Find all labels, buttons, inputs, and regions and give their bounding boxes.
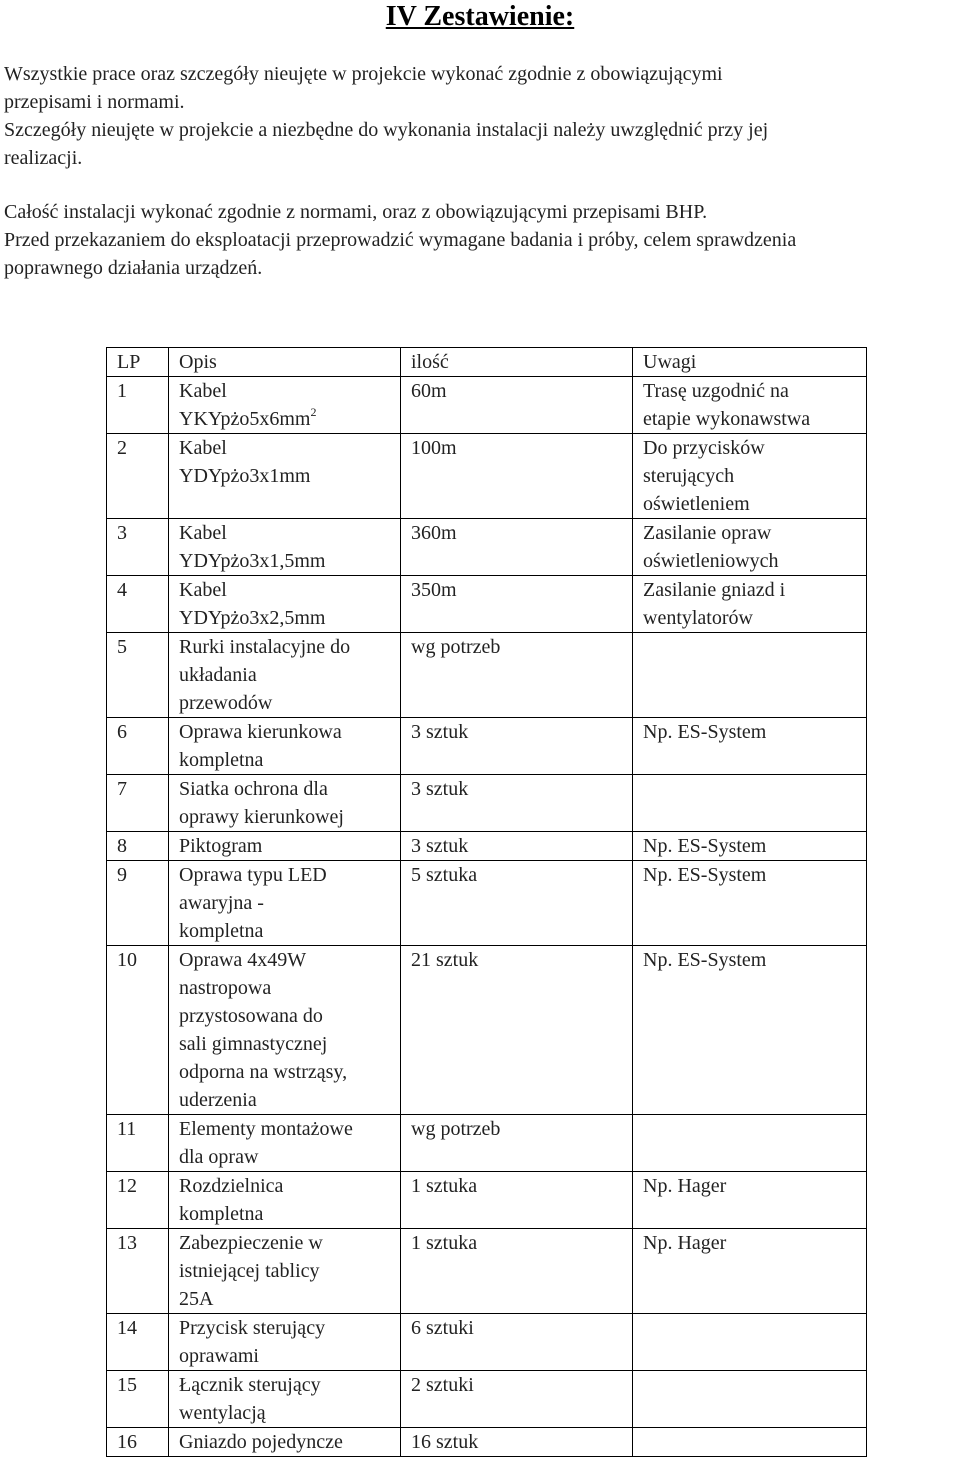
cell-opis (169, 1115, 401, 1172)
cell-opis-line: YDYpżo3x1,5mm (179, 550, 326, 572)
cell-opis-line: Rurki instalacyjne do (179, 636, 351, 658)
cell-opis-line: Oprawa typu LED (179, 864, 327, 886)
cell-uwagi-line: Np. ES-System (643, 864, 767, 886)
superscript: 2 (310, 405, 317, 419)
cell-opis-line: kompletna (179, 749, 264, 771)
table-row (107, 1172, 867, 1229)
cell-lp-line: 14 (117, 1317, 137, 1339)
cell-ilosc-line: 5 sztuka (411, 864, 478, 886)
cell-ilosc (401, 775, 633, 832)
cell-ilosc (401, 633, 633, 718)
cell-opis-line: przystosowana do (179, 1005, 323, 1027)
cell-ilosc-line: wg potrzeb (411, 1118, 501, 1140)
cell-lp-line: 16 (117, 1431, 137, 1453)
cell-opis-line: przewodów (179, 692, 273, 714)
cell-opis-line: wentylacją (179, 1402, 266, 1424)
cell-opis-line: Kabel (179, 522, 227, 544)
cell-ilosc-line: 350m (411, 579, 457, 601)
header-lp-line: LP (117, 351, 141, 373)
table-row (107, 633, 867, 718)
cell-opis-line: Siatka ochrona dla (179, 778, 328, 800)
cell-uwagi (633, 377, 867, 434)
cell-uwagi (633, 1172, 867, 1229)
paragraph-2: Całość instalacji wykonać zgodnie z normami, oraz z obowiązującymi przepisami BHP. Przed przekazaniem do eksploatacji przeprowadzić wymagane badania i próby, celem sprawdzenia poprawnego działania urządzeń. (4, 201, 797, 279)
header-opis (169, 348, 401, 377)
cell-opis (169, 775, 401, 832)
cell-uwagi-line: Zasilanie gniazd i (643, 579, 786, 601)
cell-opis (169, 832, 401, 861)
header-ilosc-line: ilość (411, 351, 449, 373)
cell-ilosc (401, 576, 633, 633)
cell-opis (169, 1371, 401, 1428)
cell-opis-line: sali gimnastycznej (179, 1033, 328, 1055)
cell-opis (169, 1314, 401, 1371)
cell-lp-line: 4 (117, 579, 127, 601)
cell-ilosc-line: 1 sztuka (411, 1175, 478, 1197)
cell-lp-line: 13 (117, 1232, 137, 1254)
section-heading: IV Zestawienie: (385, 1, 575, 32)
cell-lp-line: 11 (117, 1118, 137, 1140)
cell-lp (107, 1428, 169, 1457)
cell-lp (107, 519, 169, 576)
paragraph-1: Wszystkie prace oraz szczegóły nieujęte w projekcie wykonać zgodnie z obowiązującymi przepisami i normami. Szczegóły nieujęte w projekcie a niezbędne do wykonania instalacji należy uwzględnić przy jej realizacji. (4, 63, 769, 169)
cell-opis-line: nastropowa (179, 977, 272, 999)
cell-uwagi-line: Np. Hager (643, 1232, 727, 1254)
cell-opis-line: Kabel (179, 579, 227, 601)
header-lp (107, 348, 169, 377)
cell-lp (107, 434, 169, 519)
cell-lp-line: 5 (117, 636, 127, 658)
cell-ilosc-line: 60m (411, 380, 447, 402)
cell-uwagi-line: oświetleniowych (643, 550, 779, 572)
cell-opis-line: istniejącej tablicy (179, 1260, 320, 1282)
cell-uwagi-line: wentylatorów (643, 607, 753, 629)
table-row (107, 861, 867, 946)
cell-ilosc (401, 946, 633, 1115)
cell-lp-line: 6 (117, 721, 127, 743)
cell-ilosc-line: 3 sztuk (411, 835, 469, 857)
cell-opis-line: Kabel (179, 380, 227, 402)
cell-uwagi (633, 718, 867, 775)
cell-opis-line: uderzenia (179, 1089, 257, 1111)
cell-lp (107, 946, 169, 1115)
cell-uwagi-line: Np. ES-System (643, 949, 767, 971)
cell-ilosc (401, 1229, 633, 1314)
cell-lp-line: 2 (117, 437, 127, 459)
cell-opis-line: YDYpżo3x2,5mm (179, 607, 326, 629)
cell-lp (107, 861, 169, 946)
cell-ilosc-line: 360m (411, 522, 457, 544)
cell-opis (169, 519, 401, 576)
table-row (107, 576, 867, 633)
table-row (107, 1428, 867, 1457)
cell-lp-line: 15 (117, 1374, 137, 1396)
header-uwagi-line: Uwagi (643, 351, 697, 373)
cell-lp (107, 1115, 169, 1172)
cell-opis-line: Kabel (179, 437, 227, 459)
table-row (107, 832, 867, 861)
table-row (107, 1371, 867, 1428)
cell-uwagi (633, 832, 867, 861)
cell-ilosc-line: wg potrzeb (411, 636, 501, 658)
cell-lp-line: 7 (117, 778, 127, 800)
cell-opis-line: Oprawa kierunkowa (179, 721, 342, 743)
cell-opis (169, 861, 401, 946)
cell-opis-line: oprawami (179, 1345, 259, 1367)
cell-uwagi-line: Np. ES-System (643, 721, 767, 743)
cell-uwagi (633, 434, 867, 519)
cell-lp (107, 1229, 169, 1314)
cell-lp (107, 1371, 169, 1428)
cell-ilosc (401, 861, 633, 946)
cell-lp (107, 1314, 169, 1371)
table-row (107, 946, 867, 1115)
header-ilosc (401, 348, 633, 377)
cell-uwagi (633, 1428, 867, 1457)
cell-ilosc-line: 6 sztuki (411, 1317, 474, 1339)
cell-ilosc (401, 1314, 633, 1371)
cell-ilosc (401, 718, 633, 775)
cell-lp (107, 576, 169, 633)
cell-opis-line: 25A (179, 1288, 214, 1310)
cell-opis-line: układania (179, 664, 257, 686)
table-row (107, 377, 867, 434)
cell-opis-line: YKYpżo5x6mm (179, 408, 311, 430)
cell-uwagi (633, 633, 867, 718)
cell-opis-line: Elementy montażowe (179, 1118, 353, 1140)
cell-lp (107, 775, 169, 832)
cell-uwagi (633, 946, 867, 1115)
table-row (107, 1314, 867, 1371)
header-uwagi (633, 348, 867, 377)
cell-opis-line: Rozdzielnica (179, 1175, 284, 1197)
cell-lp (107, 377, 169, 434)
cell-lp-line: 9 (117, 864, 127, 886)
cell-uwagi-line: sterujących (643, 465, 735, 487)
table-row (107, 519, 867, 576)
table-row (107, 775, 867, 832)
cell-uwagi (633, 1115, 867, 1172)
table-row (107, 718, 867, 775)
cell-opis (169, 434, 401, 519)
cell-opis-line: awaryjna - (179, 892, 264, 914)
cell-ilosc-line: 16 sztuk (411, 1431, 479, 1453)
cell-uwagi-line: Np. ES-System (643, 835, 767, 857)
cell-lp (107, 633, 169, 718)
table-row (107, 1229, 867, 1314)
cell-ilosc-line: 3 sztuk (411, 721, 469, 743)
cell-ilosc (401, 832, 633, 861)
cell-uwagi-line: Np. Hager (643, 1175, 727, 1197)
materials-table (106, 347, 867, 1457)
cell-ilosc-line: 2 sztuki (411, 1374, 474, 1396)
cell-uwagi (633, 861, 867, 946)
cell-lp-line: 3 (117, 522, 127, 544)
cell-opis-line: kompletna (179, 920, 264, 942)
cell-opis-line: Łącznik sterujący (179, 1374, 321, 1396)
cell-uwagi (633, 1371, 867, 1428)
table-row (107, 1115, 867, 1172)
cell-opis (169, 946, 401, 1115)
cell-uwagi (633, 1314, 867, 1371)
cell-opis (169, 377, 401, 434)
cell-lp (107, 832, 169, 861)
cell-opis-line: odporna na wstrząsy, (179, 1061, 348, 1083)
cell-ilosc (401, 1172, 633, 1229)
cell-uwagi (633, 576, 867, 633)
cell-opis (169, 1172, 401, 1229)
cell-ilosc-line: 1 sztuka (411, 1232, 478, 1254)
header-opis-line: Opis (179, 351, 217, 373)
cell-opis-line: oprawy kierunkowej (179, 806, 344, 828)
cell-opis-line: Zabezpieczenie w (179, 1232, 323, 1254)
cell-uwagi (633, 1229, 867, 1314)
cell-ilosc-line: 21 sztuk (411, 949, 479, 971)
cell-opis-line: Przycisk sterujący (179, 1317, 326, 1339)
cell-opis (169, 1229, 401, 1314)
cell-lp (107, 1172, 169, 1229)
cell-uwagi (633, 519, 867, 576)
table-header-row (107, 348, 867, 377)
cell-opis (169, 1428, 401, 1457)
cell-lp-line: 10 (117, 949, 137, 971)
cell-ilosc (401, 377, 633, 434)
cell-opis-line: Piktogram (179, 835, 263, 857)
cell-ilosc (401, 1428, 633, 1457)
cell-opis (169, 633, 401, 718)
cell-uwagi-line: Trasę uzgodnić na (643, 380, 789, 402)
cell-opis (169, 576, 401, 633)
cell-lp-line: 8 (117, 835, 127, 857)
cell-ilosc (401, 519, 633, 576)
cell-lp-line: 1 (117, 380, 127, 402)
cell-ilosc (401, 1371, 633, 1428)
cell-ilosc-line: 100m (411, 437, 457, 459)
cell-ilosc (401, 1115, 633, 1172)
cell-uwagi-line: Do przycisków (643, 437, 765, 459)
cell-ilosc (401, 434, 633, 519)
table-row (107, 434, 867, 519)
cell-opis-line: YDYpżo3x1mm (179, 465, 311, 487)
cell-uwagi (633, 775, 867, 832)
cell-opis-line: Gniazdo pojedyncze (179, 1431, 343, 1453)
cell-lp-line: 12 (117, 1175, 137, 1197)
cell-opis (169, 718, 401, 775)
cell-opis-line: dla opraw (179, 1146, 259, 1168)
cell-uwagi-line: oświetleniem (643, 493, 750, 515)
cell-uwagi-line: etapie wykonawstwa (643, 408, 811, 430)
cell-opis-line: Oprawa 4x49W (179, 949, 307, 971)
cell-lp (107, 718, 169, 775)
cell-opis-line: kompletna (179, 1203, 264, 1225)
cell-uwagi-line: Zasilanie opraw (643, 522, 772, 544)
cell-ilosc-line: 3 sztuk (411, 778, 469, 800)
